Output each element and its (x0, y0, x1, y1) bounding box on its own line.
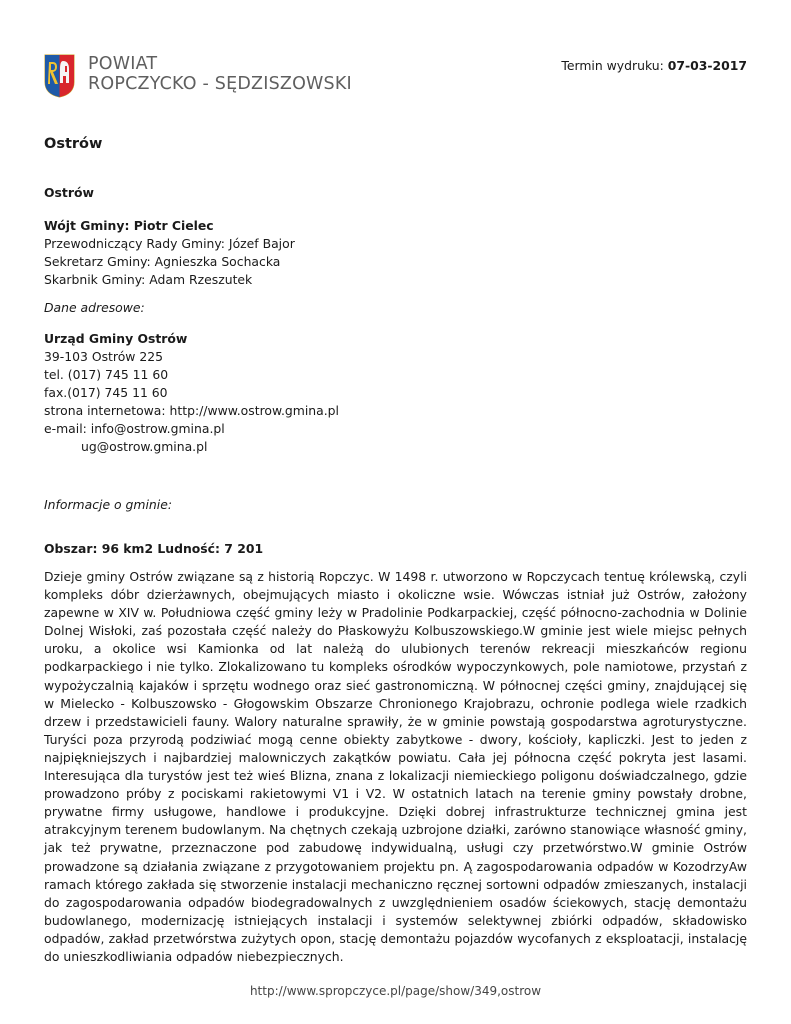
section-title: Ostrów (44, 185, 94, 200)
email-primary: e-mail: info@ostrow.gmina.pl (44, 421, 225, 436)
info-label: Informacje o gminie: (44, 497, 173, 512)
logo-line-county: ROPCZYCKO - SĘDZISZOWSKI (88, 74, 352, 94)
officials-list (44, 217, 747, 289)
treasurer: Skarbnik Gminy: Adam Rzeszutek (44, 272, 253, 287)
county-logo (44, 54, 352, 98)
website: strona internetowa: http://www.ostrow.gmina.pl (44, 403, 339, 418)
logo-line-powiat: POWIAT (88, 54, 158, 74)
address-label: Dane adresowe: (44, 300, 145, 315)
address-block (44, 330, 747, 456)
postal-address: 39-103 Ostrów 225 (44, 349, 164, 364)
footer-url: http://www.spropczyce.pl/page/show/349,ostrow (249, 984, 542, 998)
print-date-value: 07-03-2017 (667, 58, 747, 73)
council-chair: Przewodniczący Rady Gminy: Józef Bajor (44, 236, 295, 251)
print-date-label: Termin wydruku: (561, 58, 664, 73)
email-secondary: ug@ostrow.gmina.pl (81, 439, 208, 454)
phone: tel. (017) 745 11 60 (44, 367, 169, 382)
description-paragraph: Dzieje gminy Ostrów związane są z historią Ropczyc. W 1498 r. utworzono w Ropczycach tentuę królewską, czyli kompleks dóbr dzierżawnych, obejmujących miasto i okoliczne wsie. Wówczas istniał już Ostrów, założony zapewne w XIV w. Południowa część gminy leży w Pradolinie Podkarpackiej, część północno-zachodnia w Dolinie Dolnej Wisłoki, zaś pozostała część należy do Płaskowyżu Kolbuszowskiego.W gminie jest wiele miejsc pełnych uroku, a okolice wsi Kamionka od lat należą do ulubionych terenów rekreacji mieszkańców regionu podkarpackiego i nie tylko. Zlokalizowano tu kompleks ośrodków wypoczynkowych, pole namiotowe, przystań z wypożyczalnią kajaków i sprzętu wodnego oraz sieć gastronomiczną. W północnej części gminy, znajdującej się w Mielecko - Kolbuszowsko - Głogowskim Obszarze Chronionego Krajobrazu, ochronie podlega wiele rzadkich drzew i przedstawicieli fauny. Walory naturalne sprawiły, że w gminie powstają gospodarstwa agroturystyczne. Turyści poza przyrodą podziwiać mogą cenne obiekty zabytkowe - dwory, kościoły, kapliczki. Jest to jeden z najpiękniejszych i najbardziej malowniczych zakątków powiatu. Cała jej północna część pokryta jest lasami. Interesująca dla turystów jest też wieś Blizna, znana z lokalizacji niemieckiego poligonu doświadczalnego, gdzie prowadzono próby z pociskami rakietowymi V1 i V2. W ostatnich latach na terenie gminy powstały drobne, prywatne firmy usługowe, handlowe i produkcyjne. Dzięki dobrej infrastrukturze technicznej gmina jest atrakcyjnym terenem budowlanym. Na chętnych czekają uzbrojone działki, zarówno stanowiące własność gminy, jak też prywatne, przeznaczone pod zabudowę indywidualną, usługi czy przetwórstwo.W gminie Ostrów prowadzone są działania związane z przygotowaniem projektu pn. Ą zagospodarowania odpadów w KozodrzyAw ramach którego zakłada się stworzenie instalacji mechaniczno ręcznej sortowni odpadów zmieszanych, instalacji do zagospodarowania odpadów biodegradowalnych z uwzględnieniem osadów ściekowych, stację demontażu budowlanego, modernizację istniejących instalacji i systemów selektywnej zbiórki odpadów, składowisko odpadów, zakład przetwórstwa zużytych opon, stację demontażu pojazdów wycofanych z eksploatacji, instalację do unieszkodliwiania odpadów niebezpiecznych. (44, 569, 747, 964)
print-date (561, 58, 747, 73)
page-header (44, 52, 747, 104)
mayor: Wójt Gminy: Piotr Cielec (44, 218, 214, 233)
page-title: Ostrów (44, 136, 103, 152)
secretary: Sekretarz Gminy: Agnieszka Sochacka (44, 254, 281, 269)
area-population: Obszar: 96 km2 Ludność: 7 201 (44, 541, 264, 556)
fax: fax.(017) 745 11 60 (44, 385, 168, 400)
office-name: Urząd Gminy Ostrów (44, 331, 188, 346)
county-crest-icon (44, 54, 75, 98)
